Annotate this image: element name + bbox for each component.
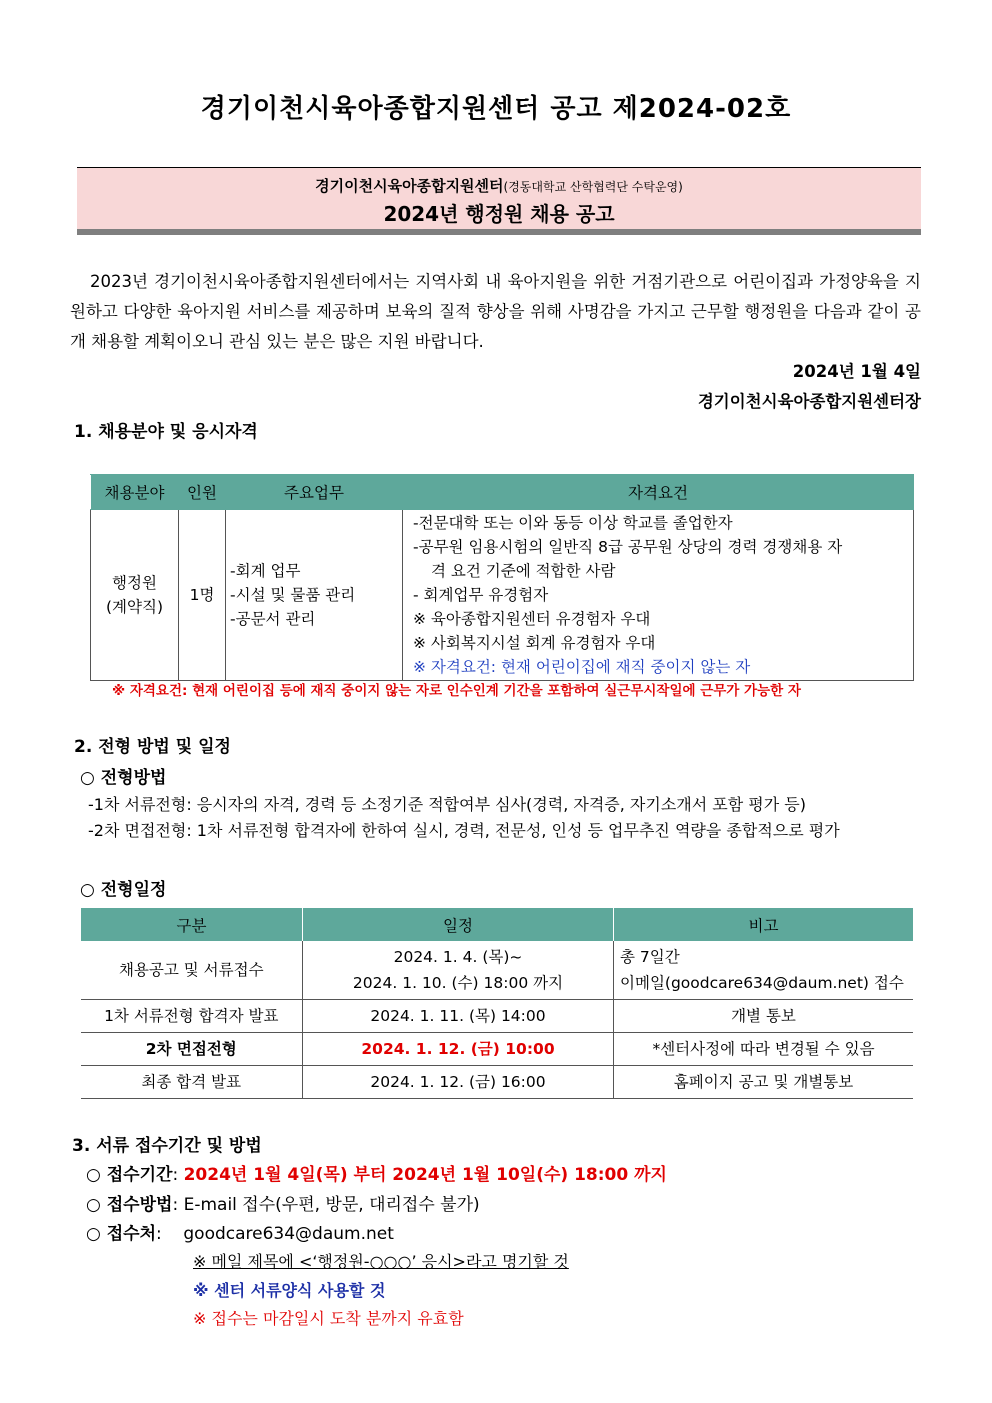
table-row <box>91 510 914 681</box>
table-row <box>81 1033 914 1066</box>
section1-title: 1. 채용분야 및 응시자격 <box>74 422 258 442</box>
duty-item: -회계 업무 <box>230 562 301 580</box>
row-note: 개별 통보 <box>614 1000 914 1033</box>
period-value: 2024년 1월 4일(목) 부터 2024년 1월 10일(수) 18:00 까지 <box>183 1165 667 1185</box>
requirement-item: ※ 사회복지시설 회계 유경험자 우대 <box>413 634 656 652</box>
section3-title: 3. 서류 접수기간 및 방법 <box>72 1136 262 1156</box>
notice-date: 2024년 1월 4일 <box>792 362 921 381</box>
row-date: 2024. 1. 12. (금) 10:00 <box>303 1033 614 1066</box>
requirements-cell <box>403 510 914 681</box>
intro-paragraph: 2023년 경기이천시육아종합지원센터에서는 지역사회 내 육아지원을 위한 거점기관으로 어린이집과 가정양육을 지원하고 다양한 육아지원 서비스를 제공하며 보육의 질적 향상을 위해 사명감을 가지고 근무할 행정원을 다음과 같이 공개 채용할 계획이오니 관심 있는 분은 많은 지원 바랍니다. <box>70 272 921 351</box>
qualification-footnote: ※ 자격요건: 현재 어린이집 등에 재직 중이지 않는 자로 인수인계 기간을 포함하여 실근무시작일에 근무가 가능한 자 <box>112 683 801 699</box>
method-line: -2차 면접전형: 1차 서류전형 합격자에 한하여 실시, 경력, 전문성, 인성 등 업무추진 역량을 종합적으로 평가 <box>88 821 840 840</box>
requirement-item: 격 요건 기준에 적합한 사람 <box>431 562 616 580</box>
row-name: 2차 면접전형 <box>81 1033 303 1066</box>
header-requirements: 자격요건 <box>403 475 914 510</box>
email-address: goodcare634@daum.net <box>183 1224 394 1244</box>
row-date: 2024. 1. 12. (금) 16:00 <box>303 1066 614 1099</box>
notice-banner <box>77 167 921 235</box>
table-row <box>81 1000 914 1033</box>
period-label: ○ 접수기간 <box>86 1165 173 1185</box>
date-end: 2024. 1. 10. (수) 18:00 까지 <box>352 974 564 992</box>
note-line: 이메일(goodcare634@daum.net) 접수 <box>620 974 904 992</box>
schedule-table <box>80 908 913 1099</box>
row-name: 1차 서류전형 합격자 발표 <box>81 1000 303 1033</box>
row-note <box>614 941 914 1000</box>
section2-title: 2. 전형 방법 및 일정 <box>74 737 231 757</box>
header-field: 채용분야 <box>91 475 179 510</box>
field-name: 행정원 <box>112 574 157 592</box>
row-note: 홈페이지 공고 및 개별통보 <box>614 1066 914 1099</box>
subject-note: ※ 메일 제목에 <‘행정원-○○○’ 응시>라고 명기할 것 <box>193 1252 569 1271</box>
method-label: ○ 접수방법 <box>86 1195 173 1215</box>
notice-heading: 2024년 행정원 채용 공고 <box>383 202 615 226</box>
method-row: ○ 접수방법: E-mail 접수(우편, 방문, 대리접수 불가) <box>86 1195 480 1215</box>
table-header-row <box>81 908 914 941</box>
row-name: 최종 합격 발표 <box>81 1066 303 1099</box>
method-value: E-mail 접수(우편, 방문, 대리접수 불가) <box>183 1195 480 1215</box>
field-type: (계약직) <box>105 598 163 616</box>
method-line: -1차 서류전형: 응시자의 자격, 경력 등 소정기준 적합여부 심사(경력, 자격증, 자기소개서 포함 평가 등) <box>88 795 806 814</box>
qualification-table <box>90 474 914 681</box>
form-note: ※ 센터 서류양식 사용할 것 <box>193 1281 386 1300</box>
requirement-highlight: ※ 자격요건: 현재 어린이집에 재직 중이지 않는 자 <box>413 658 751 676</box>
header-note: 비고 <box>614 908 914 941</box>
requirement-item: -공무원 임용시험의 일반직 8급 공무원 상당의 경력 경쟁채용 자 <box>413 538 843 556</box>
method-title: ○ 전형방법 <box>80 768 167 788</box>
duties-cell <box>226 510 403 681</box>
requirement-item: ※ 육아종합지원센터 유경험자 우대 <box>413 610 651 628</box>
duty-item: -공문서 관리 <box>230 610 316 628</box>
signer: 경기이천시육아종합지원센터장 <box>697 392 921 411</box>
schedule-title: ○ 전형일정 <box>80 880 167 900</box>
requirement-item: -전문대학 또는 이와 동등 이상 학교를 졸업한자 <box>413 514 733 532</box>
header-category: 구분 <box>81 908 303 941</box>
row-date: 2024. 1. 11. (목) 14:00 <box>303 1000 614 1033</box>
duty-item: -시설 및 물품 관리 <box>230 586 356 604</box>
place-label: ○ 접수처 <box>86 1224 157 1244</box>
period-row: ○ 접수기간: 2024년 1월 4일(목) 부터 2024년 1월 10일(수) 18:00 까지 <box>86 1165 667 1185</box>
requirement-item: - 회계업무 유경험자 <box>413 586 549 604</box>
deadline-note: ※ 접수는 마감일시 도착 분까지 유효함 <box>193 1309 464 1328</box>
org-name: 경기이천시육아종합지원센터 <box>315 177 504 195</box>
field-cell <box>91 510 179 681</box>
table-row <box>81 941 914 1000</box>
row-note: *센터사정에 따라 변경될 수 있음 <box>614 1033 914 1066</box>
org-note: (경동대학교 산학협력단 수탁운영) <box>503 180 683 194</box>
header-count: 인원 <box>179 475 226 510</box>
header-duties: 주요업무 <box>226 475 403 510</box>
date-start: 2024. 1. 4. (목)~ <box>393 948 523 966</box>
table-header-row <box>91 475 914 510</box>
row-date <box>303 941 614 1000</box>
note-line: 총 7일간 <box>620 948 680 966</box>
row-name: 채용공고 및 서류접수 <box>81 941 303 1000</box>
count-cell: 1명 <box>179 510 226 681</box>
table-row <box>81 1066 914 1099</box>
place-row: ○ 접수처: goodcare634@daum.net <box>86 1224 394 1244</box>
intro-block <box>70 267 921 417</box>
header-schedule: 일정 <box>303 908 614 941</box>
document-title: 경기이천시육아종합지원센터 공고 제2024-02호 <box>200 94 792 124</box>
